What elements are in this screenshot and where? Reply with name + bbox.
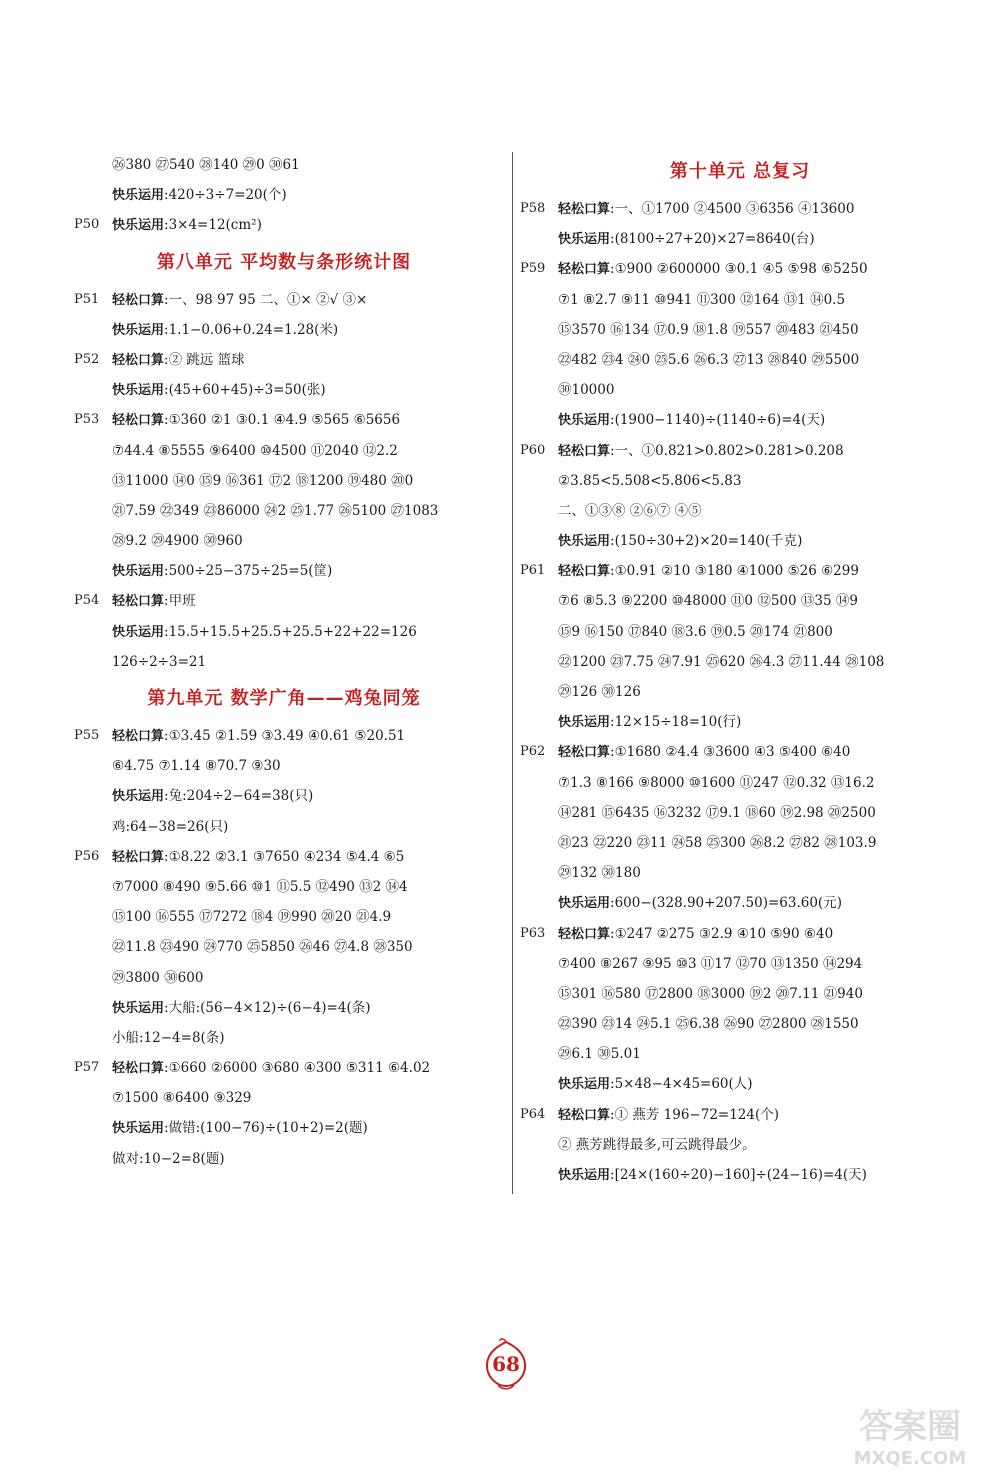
answer-line bbox=[520, 315, 960, 345]
answer-line bbox=[520, 194, 960, 224]
left-column bbox=[74, 150, 494, 1174]
answer-line bbox=[74, 526, 494, 556]
answer-content bbox=[112, 150, 300, 181]
answer-text: ⑦6 ⑧5.3 ⑨2200 ⑩48000 ⑪0 ⑫500 ⑬35 ⑭9 bbox=[558, 593, 858, 610]
answer-line bbox=[74, 1083, 494, 1113]
page-number-badge bbox=[478, 1336, 534, 1392]
answer-content bbox=[112, 405, 400, 436]
answer-text: :①360 ②1 ③0.1 ④4.9 ⑤565 ⑥5656 bbox=[164, 412, 401, 429]
answer-content bbox=[112, 721, 405, 752]
answer-content bbox=[558, 888, 842, 919]
answer-label: 轻松口算 bbox=[112, 849, 165, 865]
answer-line bbox=[520, 1069, 960, 1099]
answer-content bbox=[112, 210, 262, 241]
answer-label: 快乐运用 bbox=[112, 383, 165, 399]
answer-content bbox=[112, 526, 243, 557]
answer-line bbox=[520, 1009, 960, 1039]
answer-label: 快乐运用 bbox=[112, 322, 165, 338]
answer-line bbox=[74, 210, 494, 240]
answer-content bbox=[558, 949, 862, 980]
answer-line bbox=[520, 285, 960, 315]
answer-text: :② 跳远 篮球 bbox=[164, 351, 245, 368]
answer-line bbox=[74, 1113, 494, 1143]
answer-text: ㉒1200 ㉓7.75 ㉔7.91 ㉕620 ㉖4.3 ㉗11.44 ㉘108 bbox=[558, 653, 885, 670]
watermark-text: 答案圈 bbox=[859, 1407, 961, 1447]
answer-content bbox=[112, 993, 370, 1024]
answer-text: ㉚10000 bbox=[558, 382, 615, 399]
answer-label: 轻松口算 bbox=[558, 564, 611, 580]
answer-line bbox=[74, 751, 494, 781]
answer-text: ⑦44.4 ⑧5555 ⑨6400 ⑩4500 ⑪2040 ⑫2.2 bbox=[112, 442, 398, 459]
answer-content bbox=[558, 526, 802, 557]
page-ref: P59 bbox=[520, 261, 546, 277]
answer-line bbox=[520, 254, 960, 284]
answer-text: :①1680 ②4.4 ③3600 ④3 ⑤400 ⑥40 bbox=[610, 744, 851, 761]
answer-text: 鸡:64−38=26(只) bbox=[112, 818, 229, 835]
answer-text: :①0.91 ②10 ③180 ④1000 ⑤26 ⑥299 bbox=[610, 563, 859, 580]
answer-text: ㉙132 ㉚180 bbox=[558, 865, 641, 882]
answer-label: 快乐运用 bbox=[112, 789, 165, 805]
answer-text: ⑭281 ⑮6435 ⑯3232 ⑰9.1 ⑱60 ⑲2.98 ⑳2500 bbox=[558, 804, 876, 821]
answer-label: 轻松口算 bbox=[558, 745, 611, 761]
answer-text: ⑮3570 ⑯134 ⑰0.9 ⑱1.8 ⑲557 ⑳483 ㉑450 bbox=[558, 321, 859, 338]
answer-label: 快乐运用 bbox=[558, 1168, 611, 1183]
answer-text: :5×48−4×45=60(人) bbox=[610, 1076, 753, 1093]
answer-content bbox=[558, 496, 702, 527]
answer-text: :大船:(56−4×12)÷(6−4)=4(条) bbox=[164, 999, 371, 1016]
answer-line bbox=[74, 405, 494, 435]
answer-content bbox=[558, 858, 641, 889]
answer-text: ㉙3800 ㉚600 bbox=[112, 969, 204, 986]
answer-line bbox=[520, 1160, 960, 1190]
answer-line bbox=[520, 979, 960, 1009]
page-ref: P56 bbox=[74, 848, 100, 864]
answer-text: :① 燕芳 196−72=124(个) bbox=[610, 1106, 780, 1123]
answer-line bbox=[520, 436, 960, 466]
answer-text: ⑮9 ⑯150 ⑰840 ⑱3.6 ⑲0.5 ⑳174 ㉑800 bbox=[558, 623, 833, 640]
answer-content bbox=[112, 315, 338, 346]
answer-label: 快乐运用 bbox=[558, 1077, 611, 1093]
answer-line bbox=[74, 285, 494, 315]
answer-line bbox=[74, 150, 494, 180]
answer-content bbox=[112, 781, 313, 812]
answer-line bbox=[74, 556, 494, 586]
answer-text: ㉑23 ㉒220 ㉓11 ㉔58 ㉕300 ㉖8.2 ㉗82 ㉘103.9 bbox=[558, 834, 877, 851]
answer-line bbox=[74, 1023, 494, 1053]
answer-text: :500÷25−375÷25=5(筐) bbox=[164, 563, 333, 580]
answer-line bbox=[74, 872, 494, 902]
answer-text: ⑦400 ⑧267 ⑨95 ⑩3 ⑪17 ⑫70 ⑬1350 ⑭294 bbox=[558, 955, 863, 972]
answer-content bbox=[112, 180, 287, 211]
answer-content bbox=[112, 963, 203, 994]
answer-line bbox=[74, 902, 494, 932]
answer-content bbox=[558, 375, 614, 406]
answer-line bbox=[520, 1039, 960, 1069]
answer-line bbox=[520, 617, 960, 647]
answer-text: :①900 ②600000 ③0.1 ④5 ⑤98 ⑥5250 bbox=[610, 261, 868, 278]
answer-line bbox=[74, 1144, 494, 1174]
page-ref: P51 bbox=[74, 291, 100, 307]
answer-content bbox=[112, 345, 245, 376]
answer-content bbox=[558, 285, 845, 316]
answer-line bbox=[74, 781, 494, 811]
answer-content bbox=[558, 556, 859, 587]
section-title: 第十单元 总复习 bbox=[669, 161, 811, 182]
page-ref: P62 bbox=[520, 744, 546, 760]
answer-content bbox=[112, 1113, 368, 1144]
answer-label: 轻松口算 bbox=[112, 352, 165, 368]
answer-content bbox=[558, 1069, 753, 1100]
answer-label: 轻松口算 bbox=[112, 292, 165, 308]
answer-text: ㉘9.2 ㉙4900 ㉚960 bbox=[112, 533, 243, 550]
answer-label: 快乐运用 bbox=[112, 188, 165, 204]
answer-label: 快乐运用 bbox=[558, 896, 611, 912]
answer-text: :一、①0.821>0.802>0.281>0.208 bbox=[610, 442, 844, 459]
answer-content bbox=[558, 1160, 867, 1191]
answer-content bbox=[112, 436, 398, 467]
answer-line bbox=[520, 405, 960, 435]
answer-line bbox=[74, 180, 494, 210]
answer-text: :1.1−0.06+0.24=1.28(米) bbox=[164, 321, 339, 338]
answer-text: :①247 ②275 ③2.9 ④10 ⑤90 ⑥40 bbox=[610, 925, 834, 942]
answer-text: ⑮100 ⑯555 ⑰7272 ⑱4 ⑲990 ⑳20 ㉑4.9 bbox=[112, 909, 392, 926]
watermark-url: MXQE.COM bbox=[853, 1448, 967, 1469]
answer-text: :(1900−1140)÷(1140÷6)=4(天) bbox=[610, 412, 826, 429]
section-title: 第八单元 平均数与条形统计图 bbox=[156, 251, 412, 273]
answer-text: ㉒390 ㉓14 ㉔5.1 ㉕6.38 ㉖90 ㉗2800 ㉘1550 bbox=[558, 1016, 859, 1033]
answer-text: ㉖380 ㉗540 ㉘140 ㉙0 ㉚61 bbox=[112, 157, 300, 173]
answer-line bbox=[520, 888, 960, 918]
page-ref: P58 bbox=[520, 201, 546, 216]
answer-line bbox=[520, 828, 960, 858]
answer-text: ② 燕芳跳得最多,可云跳得最少。 bbox=[558, 1136, 756, 1153]
answer-line bbox=[520, 556, 960, 586]
answer-label: 轻松口算 bbox=[112, 413, 165, 429]
answer-line bbox=[74, 993, 494, 1023]
answer-label: 轻松口算 bbox=[112, 729, 165, 744]
page-ref: P50 bbox=[74, 217, 100, 233]
page-number: 68 bbox=[492, 1352, 520, 1376]
answer-text: :(8100÷27+20)×27=8640(台) bbox=[610, 231, 815, 248]
answer-text: ⑦1.3 ⑧166 ⑨8000 ⑩1600 ⑪247 ⑫0.32 ⑬16.2 bbox=[558, 774, 875, 791]
answer-content bbox=[112, 285, 367, 316]
answer-label: 快乐运用 bbox=[112, 218, 165, 234]
answer-text: 做对:10−2=8(题) bbox=[112, 1150, 225, 1167]
answer-text: :①660 ②6000 ③680 ④300 ⑤311 ⑥4.02 bbox=[164, 1060, 431, 1077]
answer-line bbox=[520, 496, 960, 526]
answer-text: ⑦7000 ⑧490 ⑨5.66 ⑩1 ⑪5.5 ⑫490 ⑬2 ⑭4 bbox=[112, 878, 408, 895]
answer-line bbox=[74, 617, 494, 647]
answer-line bbox=[520, 586, 960, 616]
answer-line bbox=[74, 436, 494, 466]
answer-content bbox=[558, 466, 741, 497]
page-ref: P64 bbox=[520, 1106, 546, 1122]
answer-text: ㉙126 ㉚126 bbox=[558, 684, 641, 700]
answer-line bbox=[520, 949, 960, 979]
answer-content bbox=[558, 919, 833, 950]
answer-content bbox=[558, 617, 833, 648]
answer-content bbox=[558, 1009, 859, 1040]
column-divider bbox=[512, 152, 513, 1194]
answer-label: 快乐运用 bbox=[112, 1000, 165, 1016]
answer-label: 轻松口算 bbox=[558, 262, 611, 278]
answer-line bbox=[74, 496, 494, 526]
answer-text: :①8.22 ②3.1 ③7650 ④234 ⑤4.4 ⑥5 bbox=[164, 848, 405, 865]
answer-line bbox=[520, 1130, 960, 1160]
watermark-logo bbox=[830, 1400, 990, 1470]
answer-text: ㉙6.1 ㉚5.01 bbox=[558, 1046, 641, 1063]
section-title: 第九单元 数学广角——鸡兔同笼 bbox=[147, 688, 421, 709]
page-ref: P60 bbox=[520, 442, 546, 458]
answer-content bbox=[558, 1130, 756, 1161]
answer-content bbox=[112, 1023, 225, 1054]
answer-line bbox=[520, 345, 960, 375]
answer-content bbox=[558, 254, 868, 285]
answer-text: ⑦1 ⑧2.7 ⑨11 ⑩941 ⑪300 ⑫164 ⑬1 ⑭0.5 bbox=[558, 291, 846, 308]
answer-text: :(150÷30+2)×20=140(千克) bbox=[610, 533, 803, 550]
answer-text: :600−(328.90+207.50)=63.60(元) bbox=[610, 895, 842, 912]
answer-line bbox=[520, 707, 960, 737]
answer-label: 轻松口算 bbox=[558, 202, 611, 217]
answer-line bbox=[520, 858, 960, 888]
answer-text: :一、98 97 95 二、①× ②√ ③× bbox=[164, 291, 368, 308]
answer-label: 快乐运用 bbox=[558, 232, 611, 248]
answer-text: ②3.85<5.508<5.806<5.83 bbox=[558, 472, 742, 489]
answer-content bbox=[112, 556, 332, 587]
answer-content bbox=[558, 677, 641, 708]
answer-content bbox=[112, 1144, 225, 1175]
answer-content bbox=[112, 647, 206, 678]
answer-line bbox=[74, 1053, 494, 1083]
answer-text: 126÷2÷3=21 bbox=[112, 653, 207, 670]
answer-line bbox=[74, 721, 494, 751]
answer-label: 轻松口算 bbox=[558, 443, 611, 459]
answer-content bbox=[112, 617, 417, 648]
answer-text: 小船:12−4=8(条) bbox=[112, 1029, 225, 1046]
answer-content bbox=[558, 194, 854, 225]
answer-text: :一、①1700 ②4500 ③6356 ④13600 bbox=[610, 201, 855, 217]
page-ref: P52 bbox=[74, 351, 100, 367]
answer-content bbox=[112, 496, 438, 527]
answer-label: 快乐运用 bbox=[558, 715, 611, 731]
answer-line bbox=[520, 647, 960, 677]
answer-line bbox=[74, 812, 494, 842]
answer-label: 轻松口算 bbox=[558, 926, 611, 942]
answer-line bbox=[520, 224, 960, 254]
page-ref: P53 bbox=[74, 412, 100, 428]
answer-line bbox=[74, 932, 494, 962]
answer-text: 二、①③⑧ ②⑥⑦ ④⑤ bbox=[558, 502, 702, 519]
answer-label: 快乐运用 bbox=[112, 1121, 165, 1137]
answer-label: 轻松口算 bbox=[112, 1061, 165, 1077]
answer-content bbox=[112, 812, 228, 843]
answer-content bbox=[112, 586, 196, 617]
answer-line bbox=[520, 768, 960, 798]
answer-line bbox=[520, 677, 960, 707]
answer-text: ㉒11.8 ㉓490 ㉔770 ㉕5850 ㉖46 ㉗4.8 ㉘350 bbox=[112, 939, 413, 956]
answer-line bbox=[74, 466, 494, 496]
answer-text: :420÷3÷7=20(个) bbox=[164, 187, 287, 204]
answer-line bbox=[520, 798, 960, 828]
answer-label: 快乐运用 bbox=[558, 413, 611, 429]
answer-content bbox=[112, 375, 326, 406]
answer-content bbox=[558, 798, 876, 829]
answer-content bbox=[558, 586, 858, 617]
page-ref: P57 bbox=[74, 1060, 100, 1076]
page-ref: P63 bbox=[520, 925, 546, 941]
answer-label: 快乐运用 bbox=[112, 624, 165, 640]
answer-content bbox=[558, 647, 884, 678]
answer-content bbox=[558, 828, 876, 859]
answer-content bbox=[112, 842, 404, 873]
answer-content bbox=[112, 932, 413, 963]
answer-line bbox=[74, 375, 494, 405]
right-column bbox=[520, 150, 960, 1190]
page-ref: P55 bbox=[74, 728, 100, 743]
answer-content bbox=[112, 902, 391, 933]
answer-text: ㉑7.59 ㉒349 ㉓86000 ㉔2 ㉕1.77 ㉖5100 ㉗1083 bbox=[112, 502, 439, 519]
answer-text: :3×4=12(cm²) bbox=[164, 217, 262, 234]
answer-label: 快乐运用 bbox=[558, 534, 611, 550]
answer-line bbox=[520, 526, 960, 556]
answer-line bbox=[74, 647, 494, 677]
answer-line bbox=[74, 842, 494, 872]
answer-content bbox=[112, 751, 281, 782]
answer-text: ⑥4.75 ⑦1.14 ⑧70.7 ⑨30 bbox=[112, 758, 281, 775]
answer-label: 快乐运用 bbox=[112, 564, 165, 580]
answer-content bbox=[558, 345, 859, 376]
answer-label: 轻松口算 bbox=[112, 594, 165, 610]
answer-content bbox=[112, 872, 408, 903]
answer-text: :①3.45 ②1.59 ③3.49 ④0.61 ⑤20.51 bbox=[164, 728, 406, 744]
answer-text: :兔:204÷2−64=38(只) bbox=[164, 788, 314, 805]
page-ref: P61 bbox=[520, 563, 546, 579]
answer-content bbox=[558, 436, 844, 467]
answer-text: ㉒482 ㉓4 ㉔0 ㉕5.6 ㉖6.3 ㉗13 ㉘840 ㉙5500 bbox=[558, 351, 860, 368]
answer-text: :做错:(100−76)÷(10+2)=2(题) bbox=[164, 1120, 368, 1137]
page-ref: P54 bbox=[74, 593, 100, 609]
answer-content bbox=[558, 224, 815, 255]
answer-content bbox=[112, 1083, 251, 1114]
answer-content bbox=[558, 707, 741, 738]
answer-content bbox=[558, 1100, 779, 1131]
answer-content bbox=[558, 1039, 641, 1070]
answer-content bbox=[558, 979, 863, 1010]
answer-content bbox=[558, 405, 825, 436]
answer-text: ⑮301 ⑯580 ⑰2800 ⑱3000 ⑲2 ⑳7.11 ㉑940 bbox=[558, 985, 863, 1002]
answer-line bbox=[74, 586, 494, 616]
answer-text: :(45+60+45)÷3=50(张) bbox=[164, 382, 326, 399]
answer-content bbox=[112, 466, 413, 497]
answer-line bbox=[74, 963, 494, 993]
answer-label: 轻松口算 bbox=[558, 1107, 611, 1123]
answer-line bbox=[520, 919, 960, 949]
answer-line bbox=[74, 315, 494, 345]
answer-line bbox=[520, 466, 960, 496]
answer-line bbox=[74, 345, 494, 375]
answer-content bbox=[558, 315, 859, 346]
answer-line bbox=[520, 737, 960, 767]
answer-content bbox=[558, 737, 850, 768]
answer-content bbox=[558, 768, 875, 799]
answer-line bbox=[520, 375, 960, 405]
answer-text: ⑦1500 ⑧6400 ⑨329 bbox=[112, 1090, 252, 1107]
answer-text: :12×15÷18=10(行) bbox=[610, 714, 742, 731]
answer-line bbox=[520, 1100, 960, 1130]
answer-text: ⑬11000 ⑭0 ⑮9 ⑯361 ⑰2 ⑱1200 ⑲480 ⑳0 bbox=[112, 472, 414, 489]
answer-text: :15.5+15.5+25.5+25.5+22+22=126 bbox=[164, 623, 417, 640]
answer-content bbox=[112, 1053, 430, 1084]
answer-text: :[24×(160÷20)−160]÷(24−16)=4(天) bbox=[610, 1167, 867, 1183]
answer-text: :甲班 bbox=[164, 593, 196, 610]
